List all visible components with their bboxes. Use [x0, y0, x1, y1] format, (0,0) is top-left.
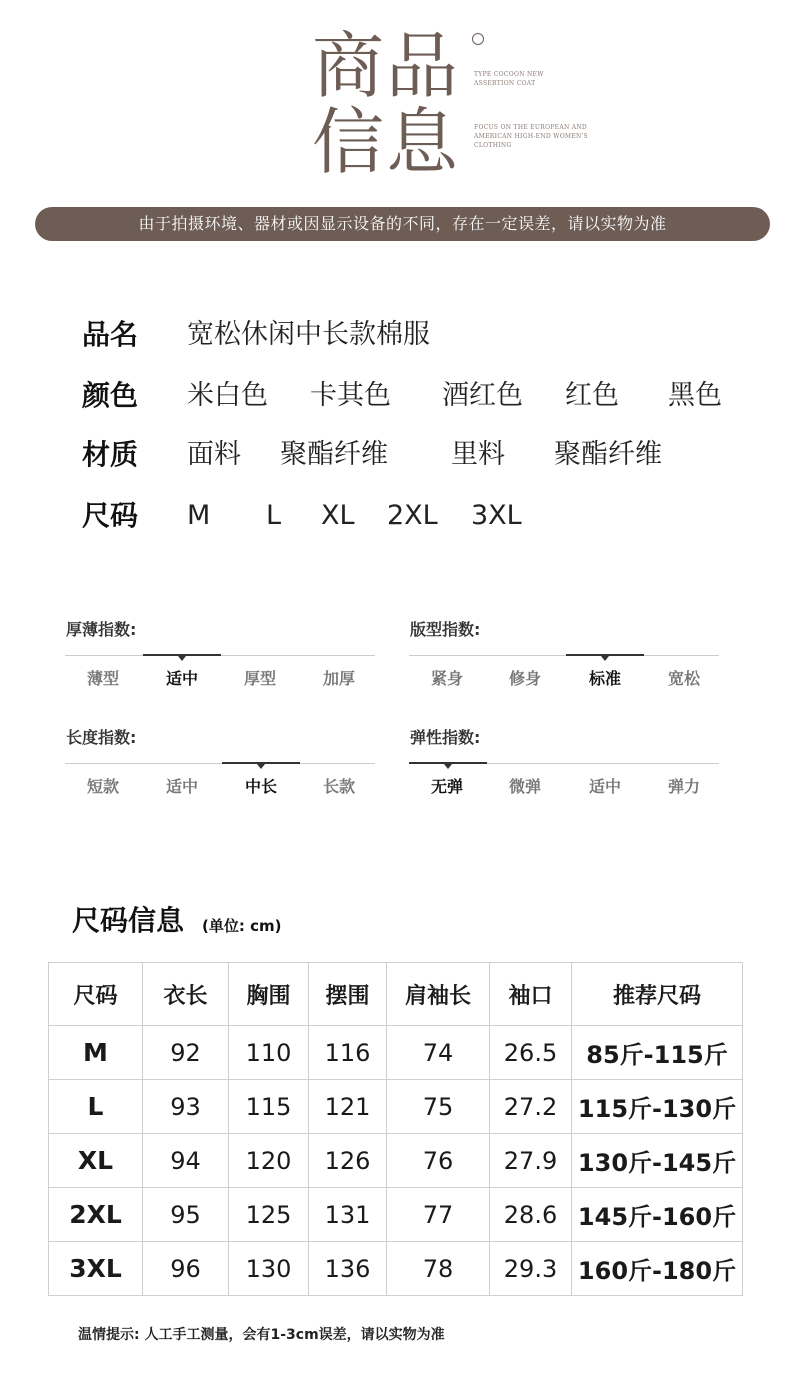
thickness-marker-icon — [178, 656, 186, 661]
color-option: 酒红色 — [442, 380, 523, 411]
size-cell: 3XL — [49, 1242, 143, 1296]
thickness-option: 薄型 — [86, 669, 119, 688]
size-option: M — [187, 500, 211, 531]
cuff-cell: 28.6 — [490, 1188, 572, 1242]
color-option: 黑色 — [668, 380, 722, 411]
tagline-top: TYPE COCOON NEW ASSERTION COAT — [474, 71, 544, 87]
color-option: 米白色 — [187, 380, 268, 411]
table-row — [49, 1188, 743, 1242]
sleeve-cell: 74 — [387, 1026, 490, 1080]
size-cell: L — [49, 1080, 143, 1134]
tagline-bottom: FOCUS ON THE EUROPEAN AND AMERICAN HIGH-END WOMEN'S CLOTHING — [474, 124, 588, 149]
thickness-option: 厚型 — [243, 669, 276, 688]
attr-label-material: 材质 — [82, 438, 139, 471]
column-header: 衣长 — [143, 963, 229, 1026]
length-scale-line — [65, 763, 375, 764]
elasticity-option: 适中 — [588, 777, 621, 796]
elasticity-option: 微弹 — [508, 777, 541, 796]
size-option: 3XL — [471, 500, 522, 531]
column-header: 袖口 — [490, 963, 572, 1026]
disclaimer-banner: 由于拍摄环境、器材或因显示设备的不同，存在一定误差，请以实物为准 — [35, 207, 770, 241]
chest-cell: 115 — [229, 1080, 309, 1134]
length-index-title: 长度指数: — [66, 728, 137, 747]
length-marker-icon — [257, 764, 265, 769]
sleeve-cell: 76 — [387, 1134, 490, 1188]
fit-option: 紧身 — [430, 669, 463, 688]
title-line-2: 信息 — [312, 100, 461, 184]
recommend-cell: 130斤-145斤 — [572, 1134, 743, 1188]
table-row — [49, 1134, 743, 1188]
column-header: 胸围 — [229, 963, 309, 1026]
recommend-cell: 115斤-130斤 — [572, 1080, 743, 1134]
chest-cell: 120 — [229, 1134, 309, 1188]
chest-cell: 110 — [229, 1026, 309, 1080]
size-option: L — [266, 500, 282, 531]
hem-cell: 121 — [309, 1080, 387, 1134]
hem-cell: 136 — [309, 1242, 387, 1296]
table-row — [49, 1080, 743, 1134]
attr-label-name: 品名 — [82, 318, 139, 351]
table-row — [49, 1026, 743, 1080]
column-header: 尺码 — [49, 963, 143, 1026]
elasticity-option-selected: 无弹 — [430, 777, 463, 796]
length-option-selected: 中长 — [244, 777, 277, 796]
page-title — [312, 24, 468, 184]
title-line-1: 商品 — [312, 24, 461, 108]
color-option: 卡其色 — [310, 380, 391, 411]
thickness-index-title: 厚薄指数: — [66, 620, 137, 639]
size-cell: XL — [49, 1134, 143, 1188]
hem-cell: 126 — [309, 1134, 387, 1188]
fit-scale-line — [409, 655, 719, 656]
elasticity-marker-icon — [444, 764, 452, 769]
fit-index-title: 版型指数: — [410, 620, 481, 639]
chest-cell: 125 — [229, 1188, 309, 1242]
size-cell: M — [49, 1026, 143, 1080]
size-option: 2XL — [387, 500, 438, 531]
attr-label-color: 颜色 — [82, 379, 139, 412]
length-cell: 95 — [143, 1188, 229, 1242]
size-table-unit: (单位: cm) — [202, 917, 282, 935]
cuff-cell: 26.5 — [490, 1026, 572, 1080]
length-option: 适中 — [165, 777, 198, 796]
footnote: 温情提示: 人工手工测量，会有1-3cm误差，请以实物为准 — [78, 1327, 445, 1343]
recommend-cell: 160斤-180斤 — [572, 1242, 743, 1296]
column-header: 推荐尺码 — [572, 963, 743, 1026]
recommend-cell: 85斤-115斤 — [572, 1026, 743, 1080]
fit-option-selected: 标准 — [588, 669, 621, 688]
fit-marker-icon — [601, 656, 609, 661]
size-cell: 2XL — [49, 1188, 143, 1242]
size-option: XL — [321, 500, 355, 531]
material-item: 面料 — [187, 439, 241, 470]
thickness-option: 加厚 — [322, 669, 355, 688]
length-option: 长款 — [322, 777, 355, 796]
thickness-option-selected: 适中 — [165, 669, 198, 688]
cuff-cell: 27.9 — [490, 1134, 572, 1188]
length-cell: 94 — [143, 1134, 229, 1188]
size-table — [48, 962, 743, 1296]
table-header-row — [49, 963, 743, 1026]
color-option: 红色 — [565, 380, 619, 411]
material-item: 聚酯纤维 — [280, 439, 388, 470]
material-item: 聚酯纤维 — [554, 439, 662, 470]
length-option: 短款 — [86, 777, 119, 796]
fit-option: 修身 — [508, 669, 541, 688]
cuff-cell: 29.3 — [490, 1242, 572, 1296]
elasticity-index-title: 弹性指数: — [410, 728, 481, 747]
fit-option: 宽松 — [667, 669, 700, 688]
length-cell: 93 — [143, 1080, 229, 1134]
hem-cell: 131 — [309, 1188, 387, 1242]
table-row — [49, 1242, 743, 1296]
hem-cell: 116 — [309, 1026, 387, 1080]
material-item: 里料 — [451, 439, 505, 470]
length-cell: 92 — [143, 1026, 229, 1080]
sleeve-cell: 78 — [387, 1242, 490, 1296]
attr-label-size: 尺码 — [82, 499, 139, 532]
elasticity-option: 弹力 — [667, 777, 700, 796]
length-cell: 96 — [143, 1242, 229, 1296]
attr-value-name: 宽松休闲中长款棉服 — [187, 319, 430, 350]
sleeve-cell: 77 — [387, 1188, 490, 1242]
cuff-cell: 27.2 — [490, 1080, 572, 1134]
column-header: 肩袖长 — [387, 963, 490, 1026]
circle-decoration-icon — [472, 33, 484, 45]
chest-cell: 130 — [229, 1242, 309, 1296]
sleeve-cell: 75 — [387, 1080, 490, 1134]
column-header: 摆围 — [309, 963, 387, 1026]
size-table-title: 尺码信息 — [72, 904, 185, 937]
recommend-cell: 145斤-160斤 — [572, 1188, 743, 1242]
